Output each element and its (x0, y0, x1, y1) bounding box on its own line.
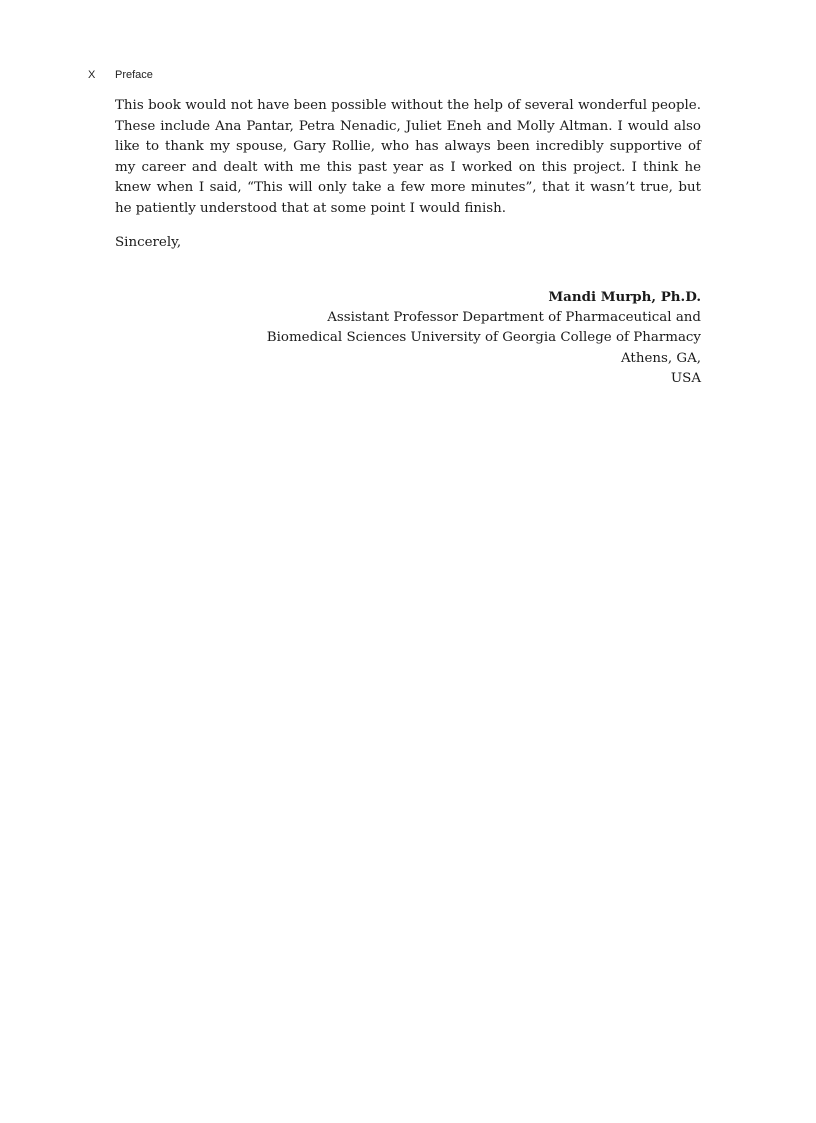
author-affiliation-line-2: Biomedical Sciences University of Georgia College of Pharmacy (266, 330, 701, 345)
signature-block (250, 287, 701, 390)
author-name: Mandi Murph, Ph.D. (548, 289, 701, 305)
closing-salutation: Sincerely, (115, 234, 182, 250)
author-location-city: Athens, GA, (621, 350, 701, 366)
acknowledgement-paragraph: This book would not have been possible without the help of several wonderful people. These include Ana Pantar, Petra Nenadic, Juliet Eneh and Molly Altman. I would also like to thank my spouse, Gary Rollie, who has always been incredibly supportive of my career and dealt with me this past year as I worked on this project. I think he knew when I said, “This will only take a few more minutes”, that it wasn’t true, but he patiently understood that at some point I would finish. (115, 98, 701, 216)
section-title: Preface (115, 69, 153, 81)
author-location-country: USA (670, 371, 701, 386)
preface-body (115, 96, 701, 253)
author-affiliation-line-1: Assistant Professor Department of Pharmaceutical and (327, 309, 701, 325)
page-number: X (88, 69, 96, 81)
running-header (88, 69, 153, 81)
